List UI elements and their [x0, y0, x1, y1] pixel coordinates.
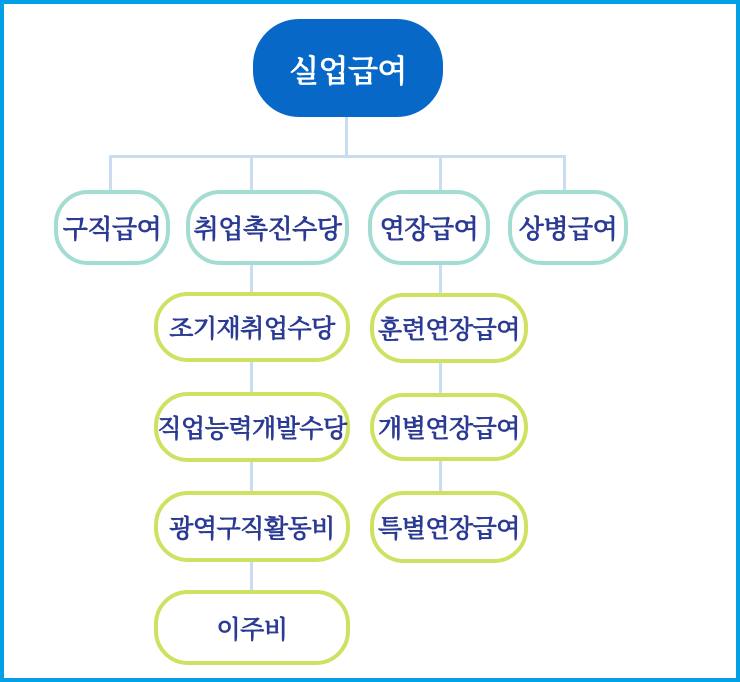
node-job-seeking-benefit-label: 구직급여: [62, 214, 162, 244]
connector-drop-extended: [439, 155, 442, 190]
node-vocational-ability-development-allowance-label: 직업능력개발수당: [157, 415, 347, 443]
node-wide-area-job-seeking-activity-cost-label: 광역구직활동비: [169, 514, 335, 543]
connector-right-seg-3: [439, 461, 442, 491]
connector-right-seg-1: [439, 265, 442, 293]
connector-left-seg-4: [250, 562, 253, 590]
node-individual-extended-benefit-label: 개별연장급여: [378, 415, 520, 443]
connector-right-seg-2: [439, 363, 442, 393]
node-early-reemployment-allowance: [154, 292, 350, 362]
node-vocational-ability-development-allowance: [154, 392, 350, 462]
node-unemployment-benefits: [253, 19, 443, 117]
connector-horizontal-bar: [109, 155, 566, 158]
node-training-extended-benefit: [370, 293, 528, 363]
connector-left-seg-2: [250, 362, 253, 392]
node-job-seeking-benefit: [54, 190, 170, 265]
node-employment-promotion-allowance-label: 취업촉진수당: [193, 214, 342, 244]
node-wide-area-job-seeking-activity-cost: [154, 491, 350, 562]
connector-drop-sickness: [563, 155, 566, 190]
node-individual-extended-benefit: [370, 393, 528, 461]
node-sickness-benefit: [508, 190, 628, 265]
node-moving-expenses-label: 이주비: [216, 615, 288, 644]
node-extended-benefit-label: 연장급여: [379, 214, 479, 244]
node-employment-promotion-allowance: [186, 190, 349, 265]
node-moving-expenses: [154, 590, 350, 665]
connector-root-stem: [345, 117, 348, 157]
connector-drop-employment-promotion: [250, 155, 253, 190]
node-special-extended-benefit: [370, 491, 528, 563]
node-special-extended-benefit-label: 특별연장급여: [378, 515, 520, 543]
connector-left-seg-3: [250, 462, 253, 491]
connector-drop-job-seeking: [109, 155, 112, 190]
connector-left-seg-1: [250, 265, 253, 292]
node-extended-benefit: [368, 190, 490, 265]
node-sickness-benefit-label: 상병급여: [518, 214, 618, 244]
node-training-extended-benefit-label: 훈련연장급여: [378, 316, 520, 344]
node-unemployment-benefits-label: 실업급여: [289, 53, 407, 89]
node-early-reemployment-allowance-label: 조기재취업수당: [169, 315, 335, 343]
